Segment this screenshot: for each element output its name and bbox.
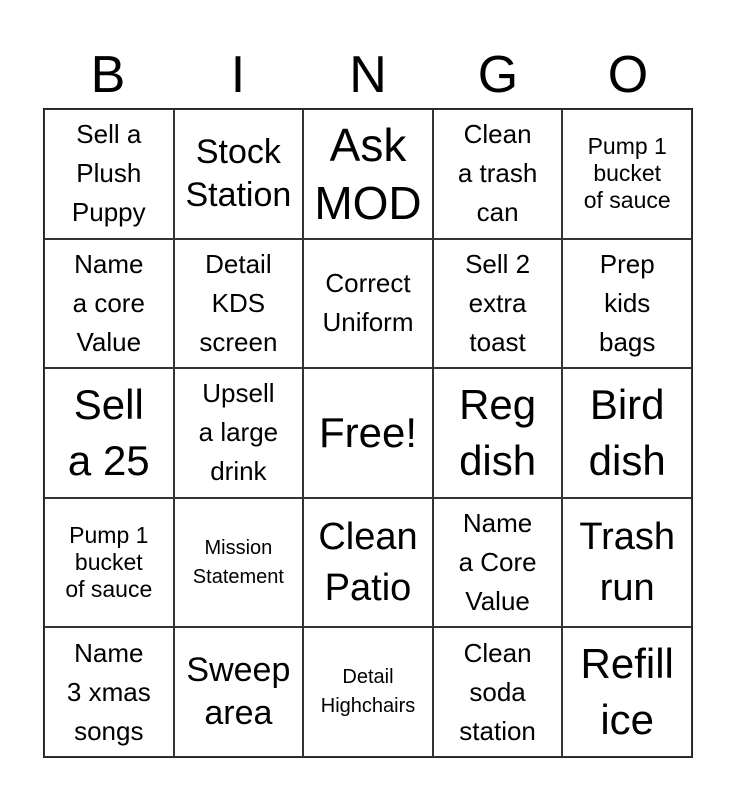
cell-text: Correct Uniform: [322, 268, 414, 338]
bingo-cell[interactable]: [303, 239, 433, 369]
bingo-cell[interactable]: [174, 109, 304, 239]
free-space[interactable]: [303, 368, 433, 498]
header-letter-b: B: [90, 46, 126, 104]
cell-text: Free!: [318, 408, 417, 456]
cell-text: Reg dish: [459, 380, 537, 484]
cell-text: Detail Highchairs: [320, 666, 416, 718]
bingo-cell[interactable]: [433, 368, 563, 498]
bingo-card: [43, 108, 693, 758]
bingo-cell[interactable]: [174, 627, 304, 757]
bingo-cell[interactable]: [44, 368, 174, 498]
cell-text: Bird dish: [588, 380, 666, 484]
cell-text: Name a core Value: [72, 248, 145, 357]
bingo-cell[interactable]: [433, 239, 563, 369]
cell-text: Upsell a large drink: [198, 378, 279, 487]
cell-text: Mission Statement: [192, 536, 284, 588]
cell-text: Ask MOD: [314, 118, 422, 229]
cell-text: Clean Patio: [318, 515, 418, 609]
cell-text: Sell a 25: [67, 380, 150, 484]
cell-text: Sweep area: [186, 651, 291, 733]
cell-text: Sell 2 extra toast: [465, 248, 531, 357]
cell-text: Sell a Plush Puppy: [71, 119, 146, 228]
cell-text: Prep kids bags: [599, 248, 656, 357]
bingo-cell[interactable]: [44, 109, 174, 239]
bingo-cell[interactable]: [433, 109, 563, 239]
bingo-cell[interactable]: [562, 239, 692, 369]
bingo-cell[interactable]: [562, 498, 692, 628]
bingo-header: [43, 42, 693, 108]
bingo-cell[interactable]: [562, 109, 692, 239]
bingo-cell[interactable]: [562, 627, 692, 757]
bingo-cell[interactable]: [562, 368, 692, 498]
cell-text: Refill ice: [580, 640, 674, 744]
bingo-cell[interactable]: [44, 239, 174, 369]
header-letter-g: G: [477, 46, 519, 104]
cell-text: Clean a trash can: [457, 119, 538, 228]
cell-text: Stock Station: [185, 132, 292, 214]
cell-text: Trash run: [579, 515, 676, 609]
header-letter-n: N: [349, 46, 387, 104]
bingo-cell[interactable]: [174, 498, 304, 628]
cell-text: Name 3 xmas songs: [66, 637, 151, 746]
cell-text: Pump 1 bucket of sauce: [65, 522, 153, 603]
bingo-cell[interactable]: [303, 498, 433, 628]
bingo-cell[interactable]: [174, 239, 304, 369]
bingo-cell[interactable]: [303, 109, 433, 239]
cell-text: Name a Core Value: [458, 508, 537, 617]
bingo-cell[interactable]: [44, 498, 174, 628]
bingo-cell[interactable]: [44, 627, 174, 757]
bingo-cell[interactable]: [303, 627, 433, 757]
header-letter-i: I: [230, 46, 246, 104]
cell-text: Pump 1 bucket of sauce: [583, 133, 671, 214]
bingo-cell[interactable]: [433, 627, 563, 757]
bingo-cell[interactable]: [174, 368, 304, 498]
cell-text: Clean soda station: [459, 637, 536, 746]
cell-text: Detail KDS screen: [199, 248, 278, 357]
bingo-cell[interactable]: [433, 498, 563, 628]
header-letter-o: O: [607, 46, 649, 104]
